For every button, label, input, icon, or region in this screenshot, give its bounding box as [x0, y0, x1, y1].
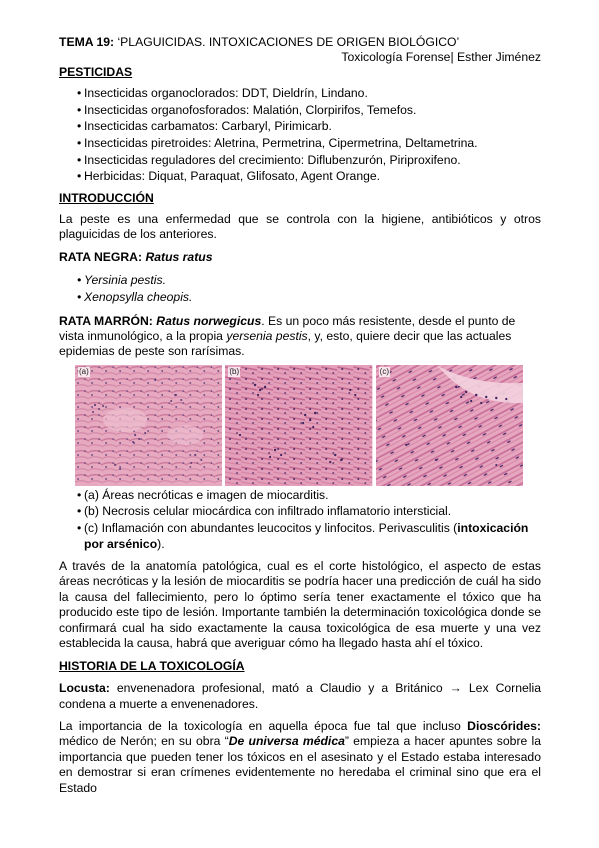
note-c-bold: intoxicación por arsénico	[84, 520, 529, 552]
introduccion-paragraph: La peste es una enfermedad que se controla con la higiene, antibióticos y otros plaguicidas de los anteriores.	[59, 212, 541, 242]
rata-negra-species: Ratus ratus	[145, 250, 213, 264]
list-item: • Insecticidas organofosforados: Malatión, Clorpirifos, Temefos.	[59, 102, 541, 119]
title-number: TEMA 19:	[59, 35, 115, 49]
arrow-icon: →	[449, 681, 462, 696]
histology-image-b	[225, 365, 372, 486]
locusta-label: Locusta:	[59, 681, 110, 696]
list-item: • (a) Áreas necróticas e imagen de miocarditis.	[59, 487, 541, 503]
list-item: • (b) Necrosis celular miocárdica con infiltrado inflamatorio intersticial.	[59, 503, 541, 519]
list-item: • Herbicidas: Diquat, Paraquat, Glifosato, Agent Orange.	[59, 168, 541, 185]
title-text: ‘PLAGUICIDAS. INTOXICACIONES DE ORIGEN BIOLÓGICO’	[114, 35, 460, 49]
list-item: • Insecticidas organoclorados: DDT, Dieldrín, Lindano.	[59, 85, 541, 102]
panel-label-a: (a)	[79, 367, 89, 376]
p2-bold: Dioscórides:	[467, 719, 541, 734]
locusta-text-end: Lex Cornelia condena a muerte a envenenadores.	[59, 681, 541, 711]
rata-marron-label: RATA MARRÓN:	[59, 314, 157, 328]
panel-label-b: (b)	[229, 367, 240, 376]
rata-marron-italic: yersenia pestis	[226, 329, 308, 344]
rata-negra-label: RATA NEGRA:	[59, 250, 146, 264]
list-item	[59, 520, 541, 553]
locusta-paragraph	[59, 681, 541, 712]
historia-section	[59, 659, 541, 796]
locusta-text: envenenadora profesional, mató a Claudio y a Británico	[109, 681, 450, 696]
note-c-end: ).	[157, 537, 165, 552]
list-item: • Insecticidas reguladores del crecimiento: Diflubenzurón, Piriproxifeno.	[59, 152, 541, 169]
rata-marron-text-end: , y, esto, quiere decir que las actuales epidemias de peste son rarísimas.	[59, 329, 512, 359]
panel-label-c: (c)	[379, 367, 389, 376]
pesticidas-list	[59, 85, 541, 185]
histology-figure	[75, 365, 523, 486]
list-item: • Xenopsylla cheopis.	[59, 289, 541, 306]
note-c-text: (c) Inflamación con abundantes leucocitos y linfocitos. Perivasculitis (	[84, 520, 458, 535]
figure-notes-list	[59, 487, 541, 553]
histology-image-a	[75, 365, 222, 486]
rata-negra-section	[59, 250, 541, 305]
rata-marron-species: Ratus norwegicus	[156, 314, 262, 328]
p2-text-c: ” empieza a hacer apuntes sobre la importancia que pueden tener los tóxicos en el asesinato y el Estado estaba interesado en demostrar si eran crímenes evidentemente no heredaba el criminal sino que era el Estado	[59, 734, 542, 795]
histology-panel-b	[225, 365, 372, 486]
histology-image-c	[376, 365, 523, 486]
p2-text-a: La importancia de la toxicología en aquella época fue tal que incluso	[59, 719, 468, 734]
document-subtitle: Toxicología Forense| Esther Jiménez	[341, 50, 541, 64]
introduccion-heading: INTRODUCCIÓN	[59, 191, 154, 205]
p2-bold-italic: De universa médica	[228, 734, 345, 749]
pesticidas-section	[59, 65, 541, 185]
anatomia-paragraph: A través de la anatomía patológica, cual es el corte histológico, el aspecto de estas áreas necróticas y la lesión de miocarditis se podría hacer una predicción de cuál ha sido la causa del fallecimiento, pero lo óptimo sería tener exactamente el tóxico que ha producido este tipo de lesión. Importante también la determinación toxicológica donde se confirmará cual ha sido exactamente la causa toxicológica de esa muerte y una vez establecida la causa, habrá que averiguar cómo ha llegado hasta ahí el tóxico.	[59, 559, 541, 651]
rata-negra-heading	[59, 250, 541, 265]
list-item: • Yersinia pestis.	[59, 272, 541, 289]
introduccion-section	[59, 191, 541, 243]
p2-text-b: médico de Nerón; en su obra “	[59, 734, 229, 749]
rata-negra-list	[59, 272, 541, 305]
historia-heading: HISTORIA DE LA TOXICOLOGÍA	[59, 659, 245, 673]
list-item: • Insecticidas piretroides: Aletrina, Permetrina, Cipermetrina, Deltametrina.	[59, 135, 541, 152]
pesticidas-heading: PESTICIDAS	[59, 65, 133, 79]
list-item: • Insecticidas carbamatos: Carbaryl, Pirimicarb.	[59, 118, 541, 135]
dioscorides-paragraph	[59, 719, 541, 796]
document-title	[59, 35, 459, 50]
rata-marron-paragraph	[59, 314, 541, 360]
histology-panel-c	[376, 365, 523, 486]
rata-marron-text: . Es un poco más resistente, desde el punto de vista inmunológico, a la propia	[59, 314, 516, 344]
histology-panel-a	[75, 365, 222, 486]
